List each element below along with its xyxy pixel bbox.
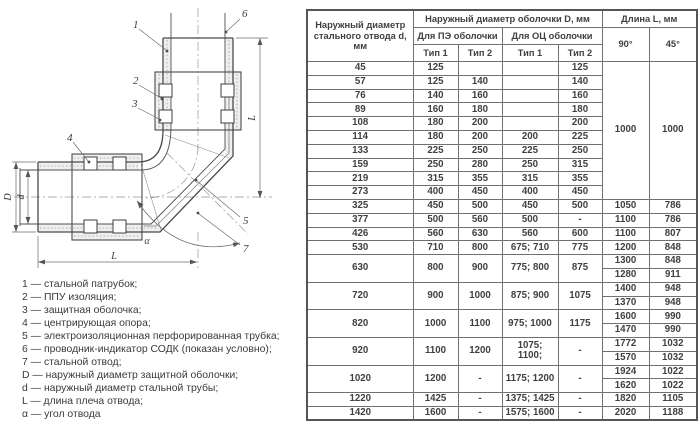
table-cell: 1575; 1600: [502, 406, 558, 420]
legend-item: L — длина плеча отвода;: [22, 396, 144, 407]
table-cell: 1570: [602, 351, 649, 365]
table-cell: 1924: [602, 365, 649, 379]
table-cell: 1032: [649, 351, 697, 365]
header-45deg: 45°: [649, 28, 697, 62]
callout-2: 2: [133, 75, 139, 87]
table-cell: 1100: [602, 213, 649, 227]
table-row: [307, 406, 697, 420]
table-row: [307, 255, 697, 269]
table-row: [307, 241, 697, 255]
table-cell: 710: [413, 241, 458, 255]
table-cell: 560: [502, 227, 558, 241]
header-length: Длина L, мм: [602, 10, 697, 28]
table-cell: 114: [307, 130, 413, 144]
table-cell: 200: [558, 117, 602, 131]
table-cell: 159: [307, 158, 413, 172]
table-cell: -: [558, 393, 602, 407]
table-cell: 450: [502, 199, 558, 213]
table-cell: 1375; 1425: [502, 393, 558, 407]
steel-pipe-lines: [20, 13, 225, 226]
table-cell: 1022: [649, 365, 697, 379]
table-cell: 948: [649, 296, 697, 310]
table-cell: [502, 62, 558, 76]
table-cell: 1175; 1200: [502, 365, 558, 393]
table-cell: 1772: [602, 337, 649, 351]
callout-1: 1: [133, 19, 139, 31]
legend-item: 3 — защитная оболочка;: [22, 305, 142, 316]
header-oc-type1: Тип 1: [502, 45, 558, 62]
table-cell: 250: [558, 144, 602, 158]
table-cell: 1200: [413, 365, 458, 393]
table-cell: 800: [413, 255, 458, 283]
table-cell: 560: [413, 227, 458, 241]
header-casing-diameter: Наружный диаметр оболочки D, мм: [413, 10, 602, 28]
table-cell: 200: [458, 117, 502, 131]
legend: [22, 278, 280, 421]
table-cell: [458, 62, 502, 76]
table-cell: 1600: [413, 406, 458, 420]
callout-3: 3: [132, 98, 138, 110]
table-cell: 500: [502, 213, 558, 227]
table-cell: 1050: [602, 199, 649, 213]
table-cell: 530: [307, 241, 413, 255]
table-cell: 377: [307, 213, 413, 227]
table-cell: 1000: [602, 62, 649, 200]
table-cell: 1420: [307, 406, 413, 420]
dimensions-table-wrap: [306, 9, 698, 421]
legend-item: 6 — проводник-индикатор СОДК (показан условно);: [22, 344, 272, 355]
callout-7: 7: [243, 243, 249, 255]
table-cell: 786: [649, 199, 697, 213]
table-cell: 180: [413, 130, 458, 144]
table-cell: 250: [458, 144, 502, 158]
table-cell: 450: [458, 186, 502, 200]
dimensions-table: [306, 9, 698, 421]
table-cell: 1200: [458, 337, 502, 365]
table-cell: 1200: [602, 241, 649, 255]
header-oc-casing: Для ОЦ оболочки: [502, 28, 602, 45]
table-cell: 500: [458, 199, 502, 213]
table-cell: 225: [558, 130, 602, 144]
table-row: [307, 310, 697, 324]
table-header: [307, 10, 697, 62]
legend-item: 2 — ППУ изоляция;: [22, 292, 117, 303]
table-row: [307, 337, 697, 351]
table-cell: 1032: [649, 337, 697, 351]
table-cell: -: [558, 337, 602, 365]
table-cell: 948: [649, 282, 697, 296]
table-cell: 500: [413, 213, 458, 227]
table-cell: 1100: [458, 310, 502, 338]
table-cell: 1100: [602, 227, 649, 241]
table-cell: 315: [558, 158, 602, 172]
table-cell: 875; 900: [502, 282, 558, 310]
table-cell: 200: [502, 130, 558, 144]
table-cell: 1600: [602, 310, 649, 324]
header-pe-type1: Тип 1: [413, 45, 458, 62]
table-cell: 1220: [307, 393, 413, 407]
table-cell: 200: [458, 130, 502, 144]
table-cell: 1620: [602, 379, 649, 393]
table-cell: 1075; 1100;: [502, 337, 558, 365]
legend-item: 5 — электроизоляционная перфорированная трубка;: [22, 331, 280, 342]
table-cell: 786: [649, 213, 697, 227]
table-cell: 1400: [602, 282, 649, 296]
table-cell: 426: [307, 227, 413, 241]
table-cell: 400: [413, 186, 458, 200]
table-cell: 848: [649, 241, 697, 255]
table-cell: 1105: [649, 393, 697, 407]
table-cell: 975; 1000: [502, 310, 558, 338]
table-cell: 450: [413, 199, 458, 213]
table-cell: 108: [307, 117, 413, 131]
elbow-diagram: [0, 0, 305, 275]
header-90deg: 90°: [602, 28, 649, 62]
table-cell: [502, 117, 558, 131]
table-cell: 1370: [602, 296, 649, 310]
table-cell: 1020: [307, 365, 413, 393]
header-pe-casing: Для ПЭ оболочки: [413, 28, 502, 45]
table-cell: 125: [413, 62, 458, 76]
table-cell: 807: [649, 227, 697, 241]
table-cell: 920: [307, 337, 413, 365]
table-cell: 140: [413, 89, 458, 103]
table-cell: 1300: [602, 255, 649, 269]
table-cell: 1000: [458, 282, 502, 310]
legend-item: 4 — центрирующая опора;: [22, 318, 151, 329]
table-cell: 280: [458, 158, 502, 172]
table-cell: 900: [458, 255, 502, 283]
table-cell: [502, 103, 558, 117]
table-cell: 315: [413, 172, 458, 186]
dim-label-D: D: [3, 193, 14, 201]
table-cell: 875: [558, 255, 602, 283]
table-cell: 450: [558, 186, 602, 200]
table-cell: -: [558, 406, 602, 420]
table-cell: 848: [649, 255, 697, 269]
table-cell: 180: [413, 117, 458, 131]
table-cell: 1175: [558, 310, 602, 338]
callout-6: 6: [242, 8, 248, 20]
table-cell: 2020: [602, 406, 649, 420]
dim-label-L-bottom: L: [111, 251, 117, 262]
table-cell: 1280: [602, 268, 649, 282]
table-cell: 1188: [649, 406, 697, 420]
table-cell: 775; 800: [502, 255, 558, 283]
table-cell: 160: [458, 89, 502, 103]
table-cell: 225: [502, 144, 558, 158]
table-cell: -: [458, 406, 502, 420]
table-cell: 89: [307, 103, 413, 117]
table-cell: 800: [458, 241, 502, 255]
table-cell: -: [558, 365, 602, 393]
table-cell: 133: [307, 144, 413, 158]
table-cell: 125: [558, 62, 602, 76]
table-cell: 180: [458, 103, 502, 117]
table-cell: 1022: [649, 379, 697, 393]
legend-item: d — наружный диаметр стальной трубы;: [22, 383, 219, 394]
table-cell: 720: [307, 282, 413, 310]
legend-item: α — угол отвода: [22, 409, 101, 420]
table-cell: 1425: [413, 393, 458, 407]
table-cell: 180: [558, 103, 602, 117]
table-row: [307, 227, 697, 241]
legend-item: 1 — стальной патрубок;: [22, 279, 138, 290]
table-row: [307, 365, 697, 379]
dim-label-L-right: L: [247, 115, 258, 121]
callout-5: 5: [243, 215, 249, 227]
table-cell: 990: [649, 324, 697, 338]
table-cell: -: [458, 393, 502, 407]
table-cell: 125: [413, 75, 458, 89]
table-cell: 160: [558, 89, 602, 103]
table-cell: -: [558, 213, 602, 227]
table-cell: 57: [307, 75, 413, 89]
table-cell: 630: [458, 227, 502, 241]
callout-4: 4: [67, 132, 73, 144]
table-cell: 219: [307, 172, 413, 186]
table-cell: 1000: [413, 310, 458, 338]
table-cell: 675; 710: [502, 241, 558, 255]
table-cell: 1820: [602, 393, 649, 407]
table-cell: 273: [307, 186, 413, 200]
table-cell: 250: [502, 158, 558, 172]
table-cell: 315: [502, 172, 558, 186]
table-cell: 355: [558, 172, 602, 186]
header-pe-type2: Тип 2: [458, 45, 502, 62]
table-row: [307, 213, 697, 227]
table-cell: 900: [413, 282, 458, 310]
table-cell: 820: [307, 310, 413, 338]
dim-label-d: d: [16, 194, 27, 200]
table-cell: 1000: [649, 62, 697, 200]
callout-leaders: [73, 19, 240, 245]
table-cell: 560: [458, 213, 502, 227]
table-cell: 1470: [602, 324, 649, 338]
miter-seams: [141, 135, 232, 230]
table-cell: 400: [502, 186, 558, 200]
table-cell: 775: [558, 241, 602, 255]
table-cell: 630: [307, 255, 413, 283]
table-cell: 250: [413, 158, 458, 172]
table-cell: [502, 75, 558, 89]
table-row: [307, 393, 697, 407]
table-cell: 500: [558, 199, 602, 213]
header-steel-diameter: Наружный диаметр стального отвода d, мм: [307, 10, 413, 62]
table-cell: 1075: [558, 282, 602, 310]
table-cell: 911: [649, 268, 697, 282]
table-cell: 140: [458, 75, 502, 89]
table-row: [307, 282, 697, 296]
table-cell: 1100: [413, 337, 458, 365]
table-cell: 140: [558, 75, 602, 89]
table-cell: 45: [307, 62, 413, 76]
table-cell: 355: [458, 172, 502, 186]
table-cell: 325: [307, 199, 413, 213]
table-cell: 600: [558, 227, 602, 241]
table-cell: 160: [413, 103, 458, 117]
table-cell: 225: [413, 144, 458, 158]
table-cell: -: [458, 365, 502, 393]
table-row: [307, 62, 697, 76]
dim-label-alpha: α: [144, 236, 150, 247]
table-body: [307, 62, 697, 421]
table-cell: 76: [307, 89, 413, 103]
table-row: [307, 199, 697, 213]
legend-item: D — наружный диаметр защитной оболочки;: [22, 370, 239, 381]
legend-item: 7 — стальной отвод;: [22, 357, 122, 368]
table-cell: [502, 89, 558, 103]
table-cell: 990: [649, 310, 697, 324]
header-oc-type2: Тип 2: [558, 45, 602, 62]
